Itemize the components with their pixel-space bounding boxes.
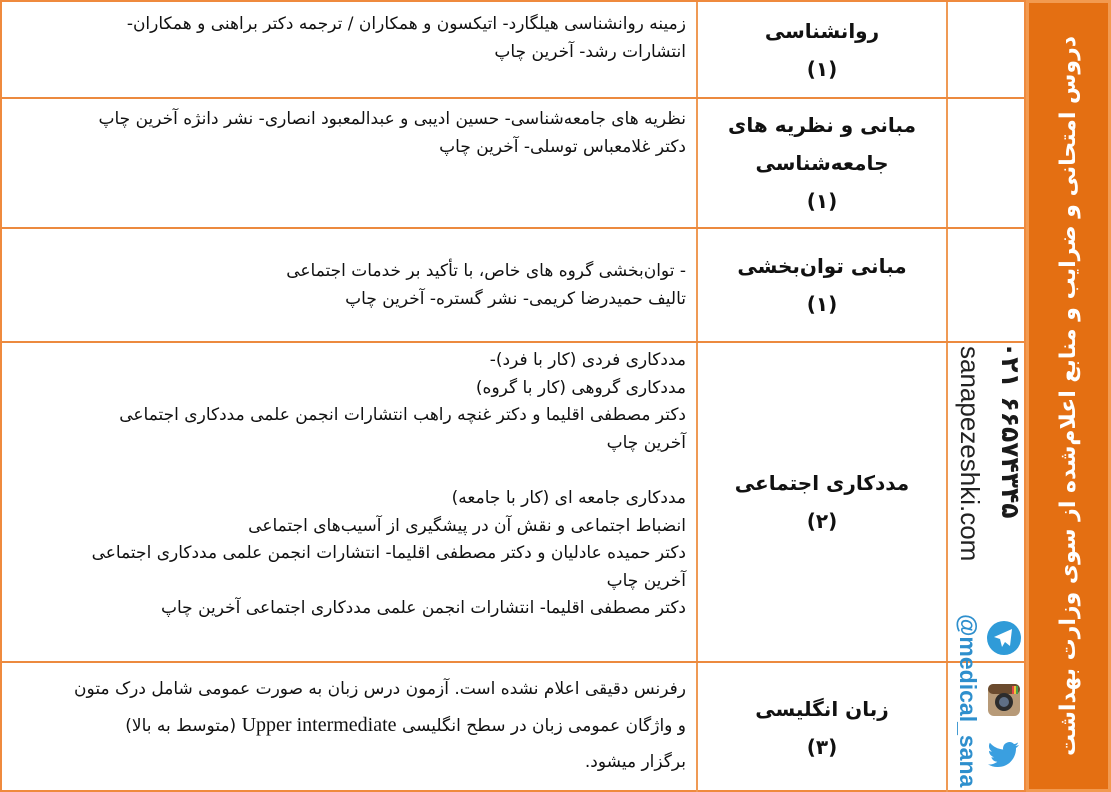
subject-coefficient: (۱) <box>806 292 838 316</box>
subject-name: روانشناسی <box>764 18 880 43</box>
resource-line: انضباط اجتماعی و نقش آن در پیشگیری از آسیب‌های اجتماعی <box>248 515 686 536</box>
table-row <box>2 343 1024 663</box>
banner-title: دروس امتحانی و ضرایب و منابع اعلام‌شده از سوی وزارت بهداشت <box>1056 35 1081 757</box>
resource-text: و واژگان عمومی زبان در سطح انگلیسی <box>401 716 686 736</box>
table-row <box>2 2 1024 99</box>
resource-line: رفرنس دقیقی اعلام نشده است. آزمون درس زبان به صورت عمومی شامل درک متون <box>74 679 686 699</box>
subject-cell <box>698 663 948 792</box>
resources-cell <box>2 2 698 97</box>
resource-line: دکتر حمیده عادلیان و دکتر مصطفی اقلیما- انتشارات انجمن علمی مددکاری اجتماعی <box>91 543 686 563</box>
resource-line: دکتر مصطفی اقلیما و دکتر غنچه راهب انتشارات انجمن علمی مددکاری اجتماعی <box>119 405 686 425</box>
subject-coefficient: (۳) <box>806 734 838 759</box>
telegram-icon <box>986 620 1022 656</box>
resource-line: مددکاری گروهی (کار با گروه) <box>475 377 686 398</box>
subject-coefficient: (۱) <box>806 56 838 81</box>
watermark-website: sanapezeshki.com <box>955 346 985 562</box>
subject-name-line2: جامعه‌شناسی <box>755 151 889 175</box>
resource-line: زمینه روانشناسی هیلگارد- اتیکسون و همکاران / ترجمه دکتر براهنی و همکاران- <box>126 14 686 34</box>
resource-line: انتشارات رشد- آخرین چاپ <box>494 42 686 62</box>
resource-text: (متوسط به بالا) <box>125 716 237 736</box>
resource-line-mixed <box>12 707 686 744</box>
subject-name: زبان انگلیسی <box>755 696 889 721</box>
watermark-phone: ۰۲۱ ۶۶۵۷۴۳۴۵ <box>996 342 1025 519</box>
resources-cell <box>2 229 698 341</box>
twitter-icon <box>986 737 1022 773</box>
subject-coefficient: (۲) <box>806 509 838 533</box>
subject-cell <box>698 99 948 227</box>
watermark-social-handle: @medical_sana <box>955 614 981 788</box>
header-banner <box>1026 0 1111 792</box>
resource-line: مددکاری فردی (کار با فرد)- <box>489 350 686 370</box>
subject-coefficient: (۱) <box>806 189 838 213</box>
resource-line: دکتر مصطفی اقلیما- انتشارات انجمن علمی مددکاری اجتماعی آخرین چاپ <box>161 598 686 618</box>
paragraph-spacer <box>12 457 686 485</box>
resource-line: تالیف حمیدرضا کریمی- نشر گستره- آخرین چاپ <box>345 289 686 309</box>
resource-line: دکتر غلامعباس توسلی- آخرین چاپ <box>439 137 686 157</box>
subject-name: مددکاری اجتماعی <box>734 471 910 495</box>
subject-name: مبانی توان‌بخشی <box>737 254 907 278</box>
resource-line: برگزار میشود. <box>584 752 686 772</box>
table-row <box>2 229 1024 343</box>
watermark <box>948 342 1025 788</box>
resource-line: مددکاری جامعه ای (کار با جامعه) <box>451 488 686 508</box>
resource-line: نظریه های جامعه‌شناسی- حسین ادیبی و عبدالمعبود انصاری- نشر دانژه آخرین چاپ <box>98 109 686 129</box>
subject-cell <box>698 2 948 97</box>
resources-cell <box>2 343 698 661</box>
instagram-icon <box>986 682 1022 718</box>
resources-cell <box>2 663 698 792</box>
resource-line: آخرین چاپ <box>606 570 686 591</box>
subject-cell <box>698 229 948 341</box>
resources-cell <box>2 99 698 227</box>
resource-line: - توان‌بخشی گروه های خاص، با تأکید بر خدمات اجتماعی <box>286 261 686 281</box>
resource-level-english: Upper intermediate <box>241 714 397 736</box>
subject-cell <box>698 343 948 661</box>
table-row <box>2 99 1024 229</box>
subject-name-line1: مبانی و نظریه های <box>728 113 916 137</box>
table-row <box>2 663 1024 792</box>
resource-line: آخرین چاپ <box>606 432 686 453</box>
